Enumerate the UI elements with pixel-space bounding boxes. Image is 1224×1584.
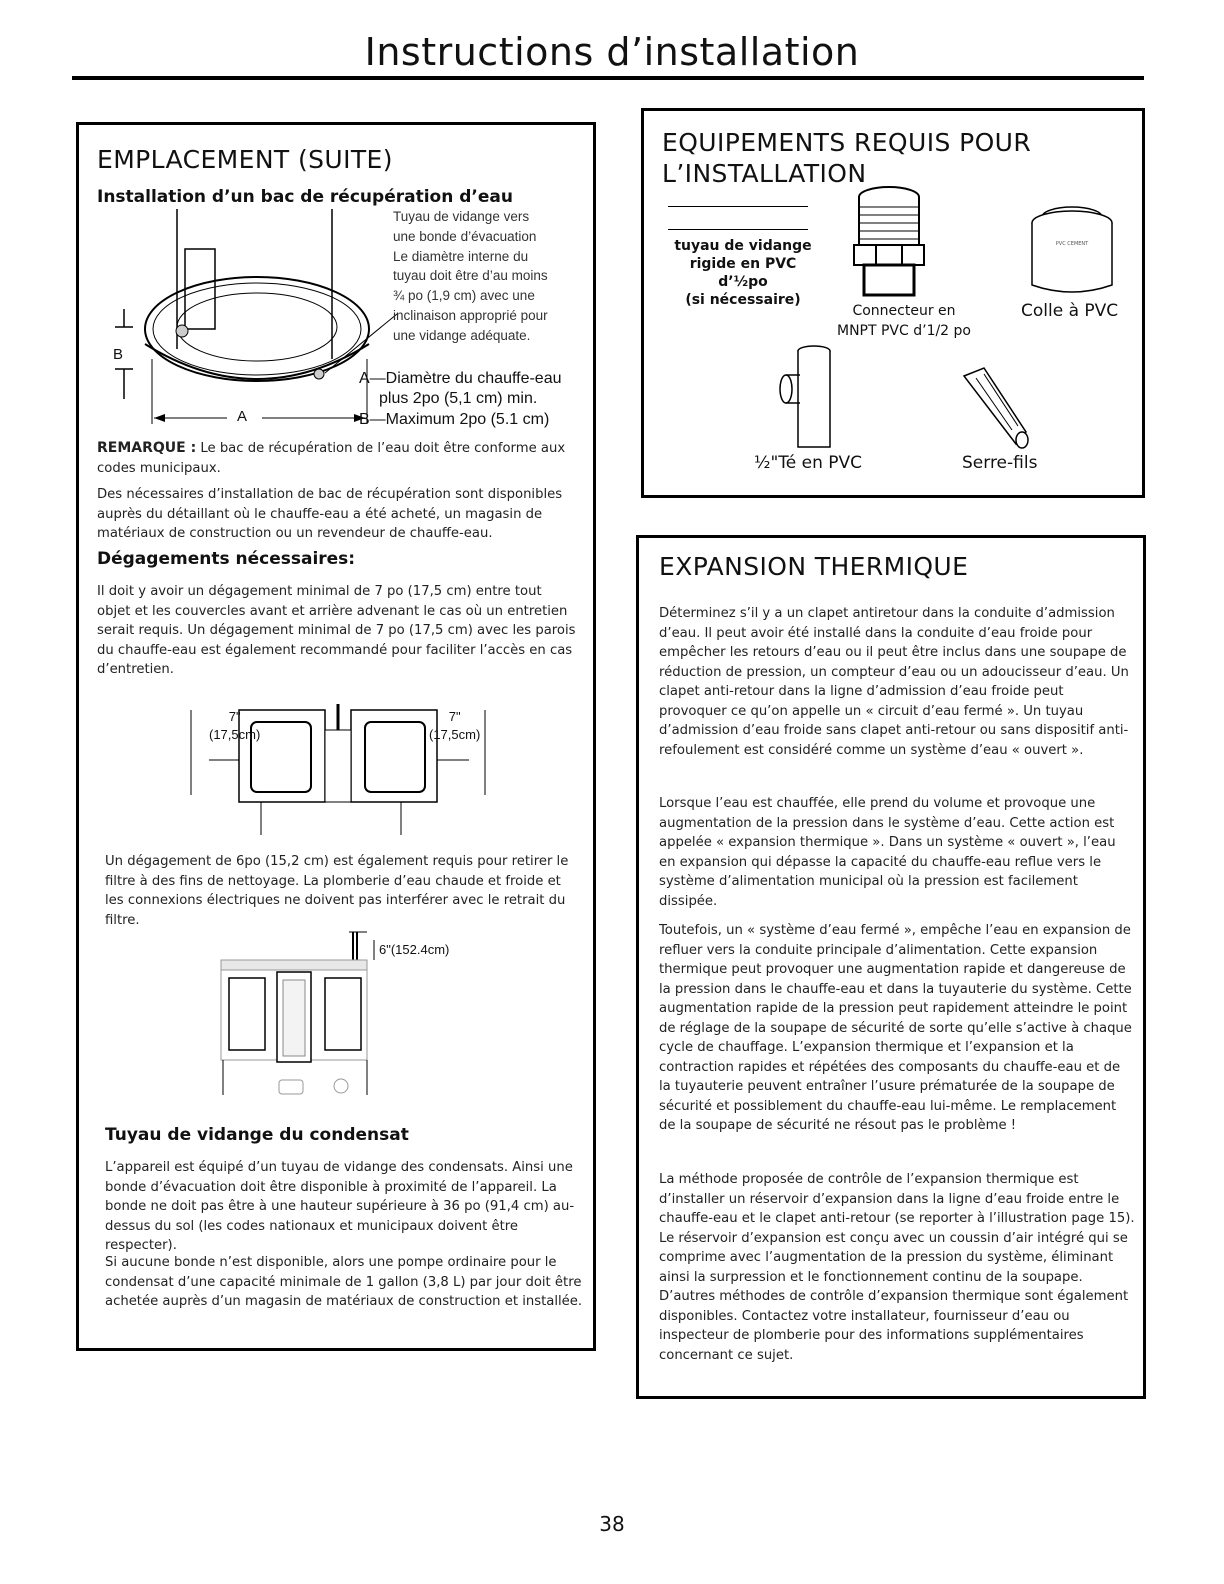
availability-text: Des nécessaires d’installation de bac de récupération sont disponibles auprès du détaillant où le chauffe-eau a été acheté, un magasin de matériaux de construction ou un revendeur de chauffe-eau.: [97, 487, 563, 541]
remark: REMARQUE : Le bac de récupération de l’eau doit être conforme aux codes municipaux.: [97, 440, 566, 476]
wire-nut-icon: [954, 366, 1034, 456]
pipe-line-top: [668, 206, 808, 207]
connector-icon: [844, 183, 934, 301]
thermal-title: EXPANSION THERMIQUE: [659, 552, 969, 581]
title-rule: [72, 76, 1144, 80]
pvc-tee-icon: [774, 343, 844, 453]
filter-text: Un dégagement de 6po (15,2 cm) est également requis pour retirer le filtre à des fins de nettoyage. La plomberie d’eau chaude et froide et les connexions électriques ne doivent pas interférer avec le retrait du filtre.: [105, 854, 569, 928]
page-title: Instructions d’installation: [364, 30, 860, 74]
label-b: B—Maximum 2po (5.1 cm): [359, 411, 550, 428]
drain-callout: Tuyau de vidange vers une bonde d’évacuation Le diamètre interne du tuyau doit être d’au moins ¾ po (1,9 cm) avec une inclinaison approprié pour une vidange adéquate.: [393, 209, 548, 343]
condensate-text-2: Si aucune bonde n’est disponible, alors une pompe ordinaire pour le condensat d’une capacité minimale de 1 gallon (3,8 L) par jour doit être achetée auprès d’un magasin de matériaux de construction et installée.: [105, 1255, 583, 1309]
pipe-line-bottom: [668, 229, 808, 230]
thermal-text-3: Toutefois, un « système d’eau fermé », empêche l’eau en expansion de refluer vers la conduite principale d’alimentation. Cette expansion thermique peut provoquer une augmentation rapide et dangereuse de la pression dans le chauffe-eau et dans la tuyauterie du système. Cette augmentation rapide de la pression peut rapidement atteindre le point de réglage de la soupape de sécurité de sorte qu’elle s’active à chaque cycle de chauffage. L’expansion thermique et l’expansion et la contraction rapides et répétées des composants du chauffe-eau et de la tuyauterie peuvent entraîner l’usure prématurée de la soupape de sécurité et possiblement du chauffe-eau lui-même. Le remplacement de la soupape de sécurité ne résout pas le problème !: [659, 923, 1132, 1133]
clearances-text: Il doit y avoir un dégagement minimal de 7 po (17,5 cm) entre tout objet et les couvercles avant et arrière advenant le cas où un entretien serait requis. Un dégagement minimal de 7 po (17,5 cm) avec les parois du chauffe-eau est également recommandé pour faciliter l’accès en cas d’entretien.: [97, 584, 576, 677]
thermal-text-1: Déterminez s’il y a un clapet antiretour dans la conduite d’admission d’eau. Il peut avoir été installé dans la conduite d’eau froide pour empêcher les retours d’eau ou il peut être inclus dans une soupape de réduction de pression, un compteur d’eau ou un adoucisseur d’eau. Un clapet anti-retour dans la ligne d’admission d’eau froide peut provoquer ce qu’on appelle un « circuit d’eau fermé ». Un tuyau d’admission d’eau froide sans clapet anti-retour ou sans dispositif anti-refoulement est considéré comme un système d’eau « ouvert ».: [659, 606, 1129, 758]
equipment-section: [641, 108, 1145, 498]
drain-pan-figure: [97, 209, 577, 439]
side-clearance-figure: [179, 700, 499, 840]
right-dim: 7" (17,5cm): [429, 709, 481, 742]
glue-label: Colle à PVC: [1021, 301, 1119, 321]
filter-clearance-figure: [219, 930, 519, 1095]
pvc-pipe-label: tuyau de vidange rigide en PVC d’½po (si nécessaire): [674, 238, 812, 308]
dim-a-label: A: [237, 408, 248, 425]
emplacement-section: [76, 122, 596, 1351]
thermal-text-4: La méthode proposée de contrôle de l’expansion thermique est d’installer un réservoir d’expansion dans la ligne d’eau froide entre le chauffe-eau et le clapet anti-retour (se reporter à l’illustration page 15). Le réservoir d’expansion est conçu avec un coussin d’air intégré qui se comprime avec l’augmentation de la pression du système, éliminant ainsi la surpression et le fonctionnement continu de la soupape. D’autres méthodes de contrôle d’expansion thermique sont également disponibles. Contactez votre installateur, fournisseur d’eau ou inspecteur de plomberie pour des informations supplémentaires concernant ce sujet.: [659, 1172, 1135, 1363]
left-dim: 7" (17,5cm): [209, 709, 261, 742]
filter-clearance-illustration: [219, 930, 519, 1095]
connector-label: Connecteur en MNPT PVC d’1/2 po: [836, 303, 971, 339]
page-number: 38: [599, 1512, 625, 1536]
condensate-heading: Tuyau de vidange du condensat: [105, 1125, 409, 1145]
dim-b-label: B: [113, 346, 124, 363]
drain-pan-heading: Installation d’un bac de récupération d’eau: [97, 187, 513, 207]
emplacement-title: EMPLACEMENT (SUITE): [97, 145, 393, 174]
thermal-text-2: Lorsque l’eau est chauffée, elle prend du volume et provoque une augmentation de la pression dans le système d’eau. Cette action est appelée « expansion thermique ». Dans un système « ouvert », l’eau en expansion qui dépasse la capacité du chauffe-eau reflue vers le système d’alimentation municipal où la pression est facilement dissipée.: [659, 796, 1116, 909]
label-a: A—Diamètre du chauffe-eau plus 2po (5,1 cm) min.: [359, 370, 562, 407]
thermal-expansion-section: [636, 535, 1146, 1399]
condensate-text-1: L’appareil est équipé d’un tuyau de vidange des condensats. Ainsi une bonde d’évacuation doit être disponible à proximité de l’appareil. La bonde ne doit pas être à une hauteur supérieure à 36 po (91,4 cm) au-dessus du sol (les codes nationaux et municipaux doivent être respecter).: [105, 1160, 575, 1253]
wire-nut-label: Serre-fils: [962, 453, 1038, 473]
top-dim: 6"(152.4cm): [379, 942, 450, 957]
can-label: PVC CEMENT: [1055, 241, 1089, 247]
clearances-heading: Dégagements nécessaires:: [97, 549, 356, 569]
tee-label: ½"Té en PVC: [754, 453, 863, 473]
equipment-title: EQUIPEMENTS REQUIS POUR L’INSTALLATION: [662, 128, 1032, 188]
pvc-glue-can-icon: [1024, 201, 1120, 297]
